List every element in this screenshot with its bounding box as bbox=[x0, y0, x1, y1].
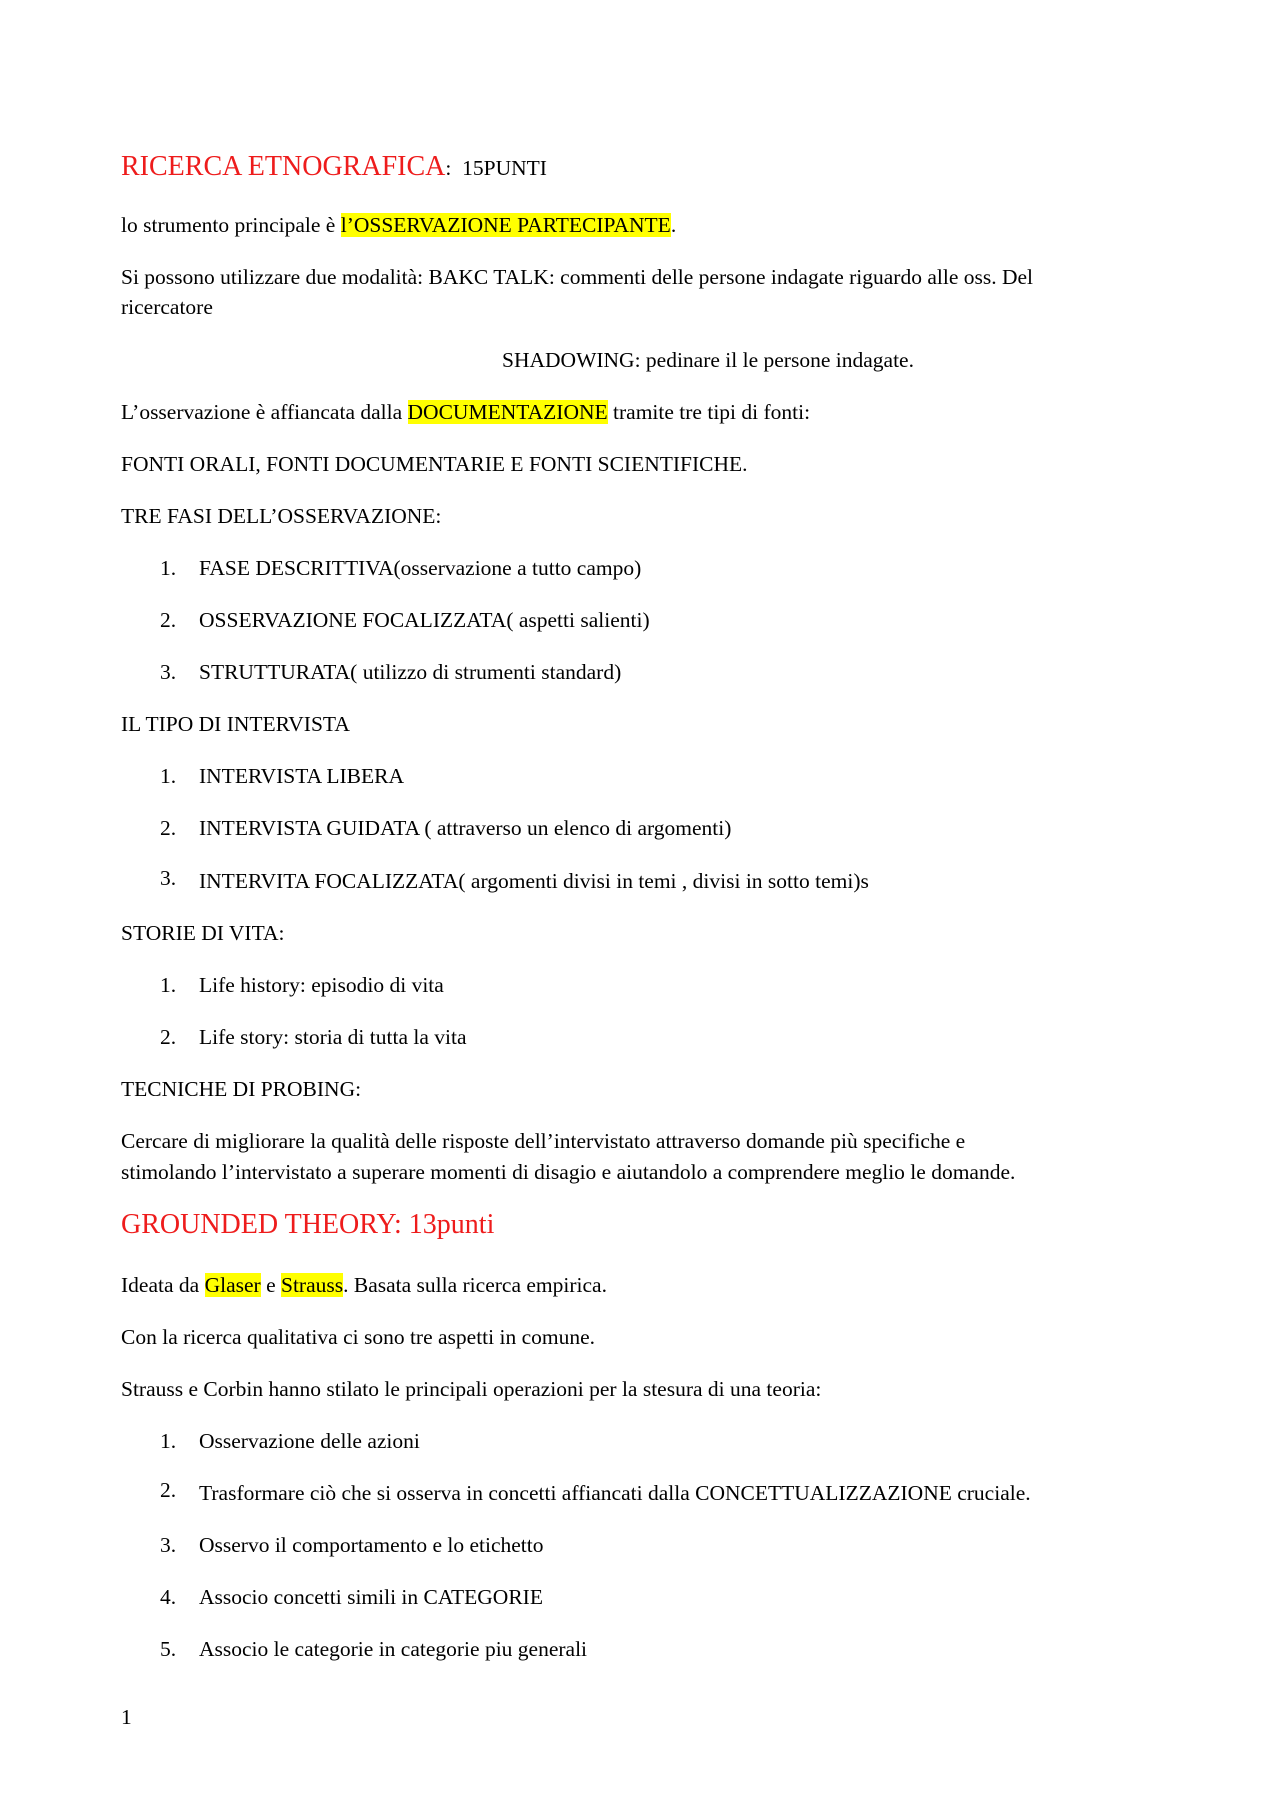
list-number: 3. bbox=[160, 866, 177, 890]
list-number: 2. bbox=[160, 1025, 177, 1049]
list-item: INTERVITA FOCALIZZATA( argomenti divisi in temi , divisi in sotto temi)s bbox=[199, 869, 869, 893]
text-run: lo strumento principale è bbox=[121, 213, 341, 237]
list-item: Associo concetti simili in CATEGORIE bbox=[199, 1585, 543, 1609]
text-run: . bbox=[670, 213, 677, 237]
list-item: Trasformare ciò che si osserva in concetti affiancati dalla CONCETTUALIZZAZIONE cruciale. bbox=[199, 1481, 1031, 1505]
highlight-strauss: Strauss bbox=[280, 1273, 344, 1297]
heading-tipo-intervista: IL TIPO DI INTERVISTA bbox=[121, 712, 350, 736]
paragraph-fonti: FONTI ORALI, FONTI DOCUMENTARIE E FONTI SCIENTIFICHE. bbox=[121, 452, 748, 476]
paragraph-ricerca-qualitativa: Con la ricerca qualitativa ci sono tre aspetti in comune. bbox=[121, 1325, 596, 1349]
paragraph-shadowing: SHADOWING: pedinare il le persone indagate. bbox=[502, 348, 914, 372]
text-run: Ideata da bbox=[121, 1273, 205, 1297]
list-number: 1. bbox=[160, 973, 177, 997]
list-item: Life history: episodio di vita bbox=[199, 973, 444, 997]
text-run: tramite tre tipi di fonti: bbox=[607, 400, 811, 424]
points-label: 15PUNTI bbox=[462, 156, 547, 180]
heading-tecniche-probing: TECNICHE DI PROBING: bbox=[121, 1077, 362, 1101]
paragraph-documentazione bbox=[121, 397, 810, 427]
list-item: STRUTTURATA( utilizzo di strumenti standard) bbox=[199, 660, 622, 684]
paragraph-strauss-corbin: Strauss e Corbin hanno stilato le principali operazioni per la stesura di una teoria: bbox=[121, 1377, 822, 1401]
page-number: 1 bbox=[121, 1705, 132, 1729]
highlight-glaser: Glaser bbox=[204, 1273, 261, 1297]
list-number: 2. bbox=[160, 1478, 177, 1502]
text-run: e bbox=[260, 1273, 281, 1297]
paragraph-ideata bbox=[121, 1270, 607, 1300]
list-item: Associo le categorie in categorie piu generali bbox=[199, 1637, 588, 1661]
highlight-documentazione: DOCUMENTAZIONE bbox=[407, 400, 608, 424]
highlight-osservazione: l’OSSERVAZIONE PARTECIPANTE bbox=[340, 213, 671, 237]
list-number: 5. bbox=[160, 1637, 177, 1661]
section-title-grounded-theory: GROUNDED THEORY: 13punti bbox=[121, 1209, 495, 1240]
list-number: 3. bbox=[160, 1533, 177, 1557]
paragraph-strumento bbox=[121, 210, 676, 240]
section-title: RICERCA ETNOGRAFICA bbox=[121, 151, 446, 182]
list-item: INTERVISTA GUIDATA ( attraverso un elenco di argomenti) bbox=[199, 816, 732, 840]
list-number: 1. bbox=[160, 764, 177, 788]
list-item: Life story: storia di tutta la vita bbox=[199, 1025, 467, 1049]
heading-storie-di-vita: STORIE DI VITA: bbox=[121, 921, 285, 945]
text-run: . Basata sulla ricerca empirica. bbox=[343, 1273, 607, 1297]
text-run: L’osservazione è affiancata dalla bbox=[121, 400, 408, 424]
heading-tre-fasi: TRE FASI DELL’OSSERVAZIONE: bbox=[121, 504, 442, 528]
section-heading-ricerca-etnografica bbox=[121, 152, 547, 183]
title-colon: : bbox=[445, 156, 452, 180]
paragraph-modalita-line2: ricercatore bbox=[121, 295, 213, 319]
paragraph-modalita-line1: Si possono utilizzare due modalità: BAKC TALK: commenti delle persone indagate riguardo alle oss. Del bbox=[121, 265, 1034, 289]
list-item: Osservo il comportamento e lo etichetto bbox=[199, 1533, 544, 1557]
list-item: Osservazione delle azioni bbox=[199, 1429, 420, 1453]
list-item: OSSERVAZIONE FOCALIZZATA( aspetti salienti) bbox=[199, 608, 650, 632]
list-item: INTERVISTA LIBERA bbox=[199, 764, 404, 788]
list-number: 1. bbox=[160, 1429, 177, 1453]
list-number: 1. bbox=[160, 556, 177, 580]
paragraph-probing-line1: Cercare di migliorare la qualità delle risposte dell’intervistato attraverso domande più specifiche e bbox=[121, 1129, 966, 1153]
list-number: 2. bbox=[160, 816, 177, 840]
list-number: 4. bbox=[160, 1585, 177, 1609]
list-item: FASE DESCRITTIVA(osservazione a tutto campo) bbox=[199, 556, 642, 580]
paragraph-probing-line2: stimolando l’intervistato a superare momenti di disagio e aiutandolo a comprendere meglio le domande. bbox=[121, 1160, 1016, 1184]
list-number: 3. bbox=[160, 660, 177, 684]
list-number: 2. bbox=[160, 608, 177, 632]
